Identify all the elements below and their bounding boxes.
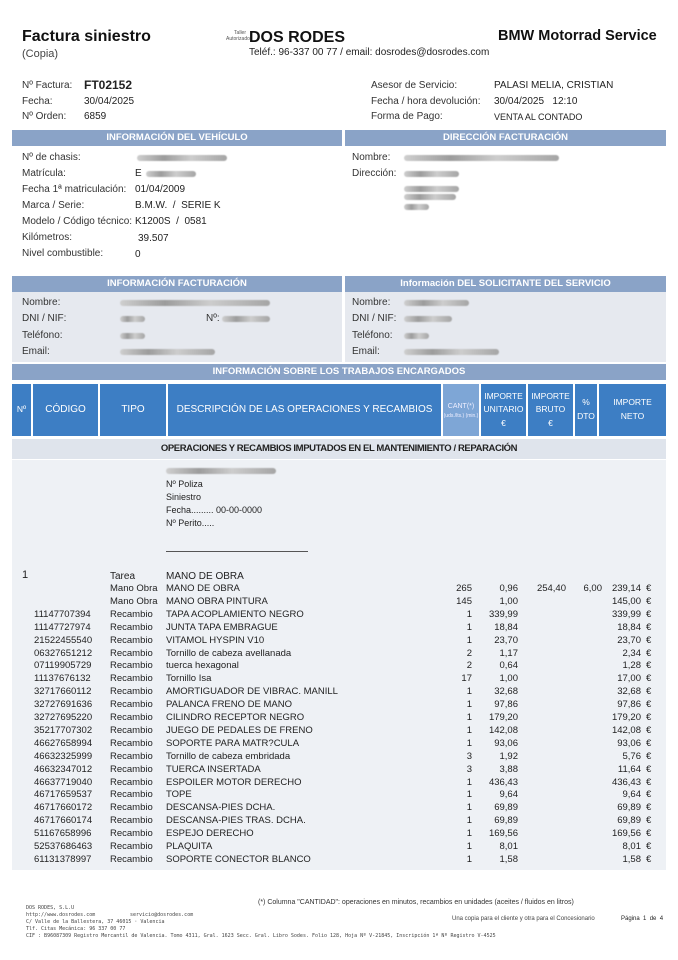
billing-info-dni-label: DNI / NIF: xyxy=(22,313,67,324)
billing-address-header: DIRECCIÓN FACTURACIÓN xyxy=(345,130,666,146)
item-currency: € xyxy=(646,750,652,762)
item-quantity: 1 xyxy=(466,815,472,827)
item-currency: € xyxy=(646,776,652,788)
billing-info-name-redacted xyxy=(120,300,270,306)
item-quantity: 1 xyxy=(466,712,472,723)
plate-prefix: E xyxy=(135,168,142,179)
item-description: Tornillo de cabeza avellanada xyxy=(166,647,292,659)
item-description: TAPA ACOPLAMIENTO NEGRO xyxy=(166,608,304,620)
billing-address-redacted-4 xyxy=(404,204,429,210)
policy-number: Nº Poliza xyxy=(166,479,203,489)
item-code: 46717660172 xyxy=(34,802,93,814)
table-row xyxy=(0,828,678,841)
item-code: 21522455540 xyxy=(34,634,93,646)
item-unit-price: 0,96 xyxy=(499,583,518,594)
item-quantity: 3 xyxy=(466,750,472,762)
item-unit-price: 8,01 xyxy=(499,841,518,852)
item-type: Mano Obra xyxy=(110,595,158,607)
item-description: Tornillo de cabeza embridada xyxy=(166,750,291,762)
item-quantity: 1 xyxy=(466,724,472,736)
col-gross-currency: € xyxy=(548,417,553,428)
requester-panel xyxy=(345,292,666,362)
item-description: TUERCA INSERTADA xyxy=(166,763,261,775)
table-row xyxy=(0,583,678,596)
item-net: 145,00 xyxy=(611,595,641,607)
item-type: Recambio xyxy=(110,634,153,646)
col-unit-currency: € xyxy=(501,417,506,428)
task-number: 1 xyxy=(22,569,29,581)
item-description: MANO OBRA PINTURA xyxy=(166,595,268,607)
item-unit-price: 436,43 xyxy=(488,776,518,788)
task-type: Tarea xyxy=(110,571,136,582)
model-label: Modelo / Código técnico: xyxy=(22,216,133,227)
item-description: ESPEJO DERECHO xyxy=(166,828,254,840)
item-description: ESPOILER MOTOR DERECHO xyxy=(166,776,302,788)
item-quantity: 1 xyxy=(466,686,472,698)
return-label: Fecha / hora devolución: xyxy=(371,96,481,107)
item-description: DESCANSA-PIES TRAS. DCHA. xyxy=(166,815,306,827)
item-net: 5,76 xyxy=(622,750,641,762)
col-gross-subtext: BRUTO xyxy=(535,404,566,415)
billing-info-email-redacted xyxy=(120,349,215,355)
policy-redacted xyxy=(166,468,276,474)
item-net: 93,06 xyxy=(617,737,641,749)
item-net: 69,89 xyxy=(617,802,641,814)
item-net: 142,08 xyxy=(611,724,641,736)
footer-service-email: servicio@dosrodes.com xyxy=(130,912,194,918)
item-type: Mano Obra xyxy=(110,583,158,594)
item-net: 1,28 xyxy=(622,660,641,672)
item-quantity: 1 xyxy=(466,621,472,633)
item-type: Recambio xyxy=(110,737,153,749)
item-code: 32727695220 xyxy=(34,712,93,723)
vehicle-brand: B.M.W. / SERIE K xyxy=(135,200,221,211)
item-code: 46637719040 xyxy=(34,776,93,788)
col-desc-text: DESCRIPCIÓN DE LAS OPERACIONES Y RECAMBIOS xyxy=(176,404,433,415)
item-description: MANO DE OBRA xyxy=(166,583,240,594)
item-type: Recambio xyxy=(110,776,153,788)
item-code: 46632325999 xyxy=(34,750,93,762)
order-label: Nº Orden: xyxy=(22,111,67,122)
advisor-name: PALASI MELIA, CRISTIAN xyxy=(494,80,614,91)
item-description: TOPE xyxy=(166,789,192,801)
item-type: Recambio xyxy=(110,660,153,672)
item-quantity: 1 xyxy=(466,776,472,788)
item-net: 239,14 xyxy=(611,583,641,594)
billing-name-label: Nombre: xyxy=(352,152,391,163)
item-unit-price: 18,84 xyxy=(494,621,518,633)
item-unit-price: 69,89 xyxy=(494,815,518,827)
col-disc-header xyxy=(575,384,597,436)
item-net: 9,64 xyxy=(622,789,641,801)
item-quantity: 1 xyxy=(466,853,472,865)
vehicle-model: K1200S / 0581 xyxy=(135,216,207,227)
item-quantity: 2 xyxy=(466,647,472,659)
item-unit-price: 23,70 xyxy=(494,634,518,646)
requester-dni-redacted xyxy=(404,316,452,322)
table-row xyxy=(0,738,678,751)
billing-address-label: Dirección: xyxy=(352,168,397,179)
item-unit-price: 179,20 xyxy=(488,712,518,723)
item-description: tuerca hexagonal xyxy=(166,660,239,672)
footer-page: Página 1 de 4 xyxy=(621,916,664,922)
item-code: 61131378997 xyxy=(34,853,92,865)
footer-company: DOS RODES, S.L.U xyxy=(26,905,75,911)
item-code: 11147707394 xyxy=(34,608,91,620)
item-currency: € xyxy=(646,763,652,775)
chassis-redacted xyxy=(137,155,227,161)
item-description: VITAMOL HYSPIN V10 xyxy=(166,634,265,646)
item-unit-price: 1,17 xyxy=(499,647,518,659)
item-type: Recambio xyxy=(110,608,153,620)
col-number-header xyxy=(12,384,31,436)
requester-name-label: Nombre: xyxy=(352,297,391,308)
item-currency: € xyxy=(646,828,652,840)
table-row xyxy=(0,609,678,622)
table-row xyxy=(0,789,678,802)
item-currency: € xyxy=(646,853,652,865)
item-discount: 6,00 xyxy=(583,583,602,594)
item-net: 169,56 xyxy=(611,828,641,840)
item-unit-price: 3,88 xyxy=(499,763,518,775)
requester-dni-label: DNI / NIF: xyxy=(352,313,397,324)
table-row xyxy=(0,764,678,777)
item-description: Tornillo Isa xyxy=(166,673,212,685)
item-description: JUEGO DE PEDALES DE FRENO xyxy=(166,724,313,736)
jobs-header: INFORMACIÓN SOBRE LOS TRABAJOS ENCARGADOS xyxy=(12,364,666,380)
col-net-text: IMPORTE xyxy=(613,397,652,408)
item-currency: € xyxy=(646,583,652,594)
invoice-number: FT02152 xyxy=(84,78,133,92)
item-quantity: 1 xyxy=(466,737,472,749)
plate-label: Matrícula: xyxy=(22,168,66,179)
item-description: JUNTA TAPA EMBRAGUE xyxy=(166,621,278,633)
col-type-text: TIPO xyxy=(121,404,145,415)
item-net: 18,84 xyxy=(617,621,641,633)
item-unit-price: 1,00 xyxy=(499,673,518,685)
item-code: 52537686463 xyxy=(34,841,93,852)
item-type: Recambio xyxy=(110,763,153,775)
table-row xyxy=(0,686,678,699)
table-row xyxy=(0,660,678,673)
item-currency: € xyxy=(646,841,652,852)
col-code-text: CÓDIGO xyxy=(45,404,86,415)
autorizado-text: Autorizado xyxy=(226,36,250,42)
item-type: Recambio xyxy=(110,802,153,814)
item-description: PLAQUITA xyxy=(166,841,213,852)
taller-text: Taller xyxy=(234,30,246,36)
requester-header: Información DEL SOLICITANTE DEL SERVICIO xyxy=(345,276,666,292)
item-currency: € xyxy=(646,608,652,620)
item-quantity: 1 xyxy=(466,828,472,840)
col-net-subtext: NETO xyxy=(620,411,645,421)
col-code-header xyxy=(33,384,98,436)
table-row xyxy=(0,802,678,815)
item-description: PALANCA FRENO DE MANO xyxy=(166,699,292,711)
chassis-label: Nº de chasis: xyxy=(22,152,81,163)
item-type: Recambio xyxy=(110,828,153,840)
item-description: SOPORTE CONECTOR BLANCO xyxy=(166,853,311,865)
invoice-label: Nº Factura: xyxy=(22,80,73,91)
item-code: 07119905729 xyxy=(34,660,92,672)
item-currency: € xyxy=(646,712,652,723)
policy-fecha: Fecha......... 00-00-0000 xyxy=(166,505,263,515)
item-type: Recambio xyxy=(110,815,153,827)
item-currency: € xyxy=(646,595,652,607)
advisor-label: Asesor de Servicio: xyxy=(371,80,458,91)
item-quantity: 3 xyxy=(466,763,472,775)
col-qty-subtext: (uds./lts.) (min.) xyxy=(443,412,479,419)
item-description: DESCANSA-PIES DCHA. xyxy=(166,802,276,814)
requester-email-label: Email: xyxy=(352,346,380,357)
item-unit-price: 0,64 xyxy=(499,660,518,672)
ops-title: OPERACIONES Y RECAMBIOS IMPUTADOS EN EL MANTENIMIENTO / REPARACIÓN xyxy=(12,439,666,459)
item-code: 46627658994 xyxy=(34,737,93,749)
document-title: Factura siniestro xyxy=(22,28,151,45)
footer-phone: Tlf. Citas Mecánica: 96 337 00 77 xyxy=(26,926,126,932)
vehicle-panel xyxy=(12,146,342,266)
billing-info-no-label: Nº: xyxy=(206,313,220,324)
item-quantity: 145 xyxy=(456,595,472,607)
item-currency: € xyxy=(646,737,652,749)
table-row xyxy=(0,699,678,712)
footer-legal: CIF : B96087309 Registro Mercantil de Valencia. Tomo 4311, Gral. 1623 Secc. Gral. Libro Sodes. Folio 128, Hoja Nº V-21845, Inscripción 1ª Nº Registro V-4525 xyxy=(26,933,496,939)
table-row xyxy=(0,777,678,790)
table-row xyxy=(0,635,678,648)
item-quantity: 1 xyxy=(466,789,472,801)
requester-name-redacted xyxy=(404,300,469,306)
task-title: MANO DE OBRA xyxy=(166,571,244,582)
item-quantity: 2 xyxy=(466,660,472,672)
item-code: 46632347012 xyxy=(34,763,93,775)
item-currency: € xyxy=(646,647,652,659)
item-gross: 254,40 xyxy=(536,583,566,594)
item-quantity: 1 xyxy=(466,802,472,814)
item-code: 32717660112 xyxy=(34,686,92,698)
first-reg-label: Fecha 1ª matriculación: xyxy=(22,184,127,195)
first-reg-date: 01/04/2009 xyxy=(135,184,186,195)
item-unit-price: 1,00 xyxy=(499,595,518,607)
vehicle-header: INFORMACIÓN DEL VEHÍCULO xyxy=(12,130,342,146)
item-code: 11147727974 xyxy=(34,621,91,633)
item-net: 23,70 xyxy=(617,634,641,646)
requester-email-redacted xyxy=(404,349,499,355)
payment-label: Forma de Pago: xyxy=(371,111,443,122)
item-quantity: 1 xyxy=(466,841,472,852)
table-row xyxy=(0,751,678,764)
item-currency: € xyxy=(646,724,652,736)
item-type: Recambio xyxy=(110,699,153,711)
item-net: 436,43 xyxy=(611,776,641,788)
billing-address-redacted-2 xyxy=(404,186,459,192)
item-currency: € xyxy=(646,621,652,633)
item-type: Recambio xyxy=(110,621,153,633)
fuel-level: 0 xyxy=(135,249,141,260)
item-unit-price: 1,58 xyxy=(499,853,518,865)
item-net: 69,89 xyxy=(617,815,641,827)
item-description: AMORTIGUADOR DE VIBRAC. MANILL xyxy=(166,686,338,698)
company-contact: Teléf.: 96-337 00 77 / email: dosrodes@dosrodes.com xyxy=(249,47,490,58)
footer-copy-note: Una copia para el cliente y otra para el Concesionario xyxy=(452,916,595,922)
item-code: 46717659537 xyxy=(34,789,93,801)
item-currency: € xyxy=(646,815,652,827)
item-currency: € xyxy=(646,660,652,672)
km-label: Kilómetros: xyxy=(22,232,73,243)
table-row xyxy=(0,712,678,725)
col-disc-text: % xyxy=(582,397,590,408)
item-code: 11137676132 xyxy=(34,673,91,685)
item-unit-price: 1,92 xyxy=(499,750,518,762)
payment-method: VENTA AL CONTADO xyxy=(494,112,583,122)
brand-name: BMW Motorrad Service xyxy=(498,28,657,44)
item-unit-price: 9,64 xyxy=(499,789,518,801)
item-code: 32727691636 xyxy=(34,699,93,711)
item-description: CILINDRO RECEPTOR NEGRO xyxy=(166,712,305,723)
billing-name-redacted xyxy=(404,155,559,161)
item-quantity: 265 xyxy=(456,583,472,594)
billing-address-redacted-1 xyxy=(404,171,459,177)
col-desc-header xyxy=(168,384,441,436)
date-label: Fecha: xyxy=(22,96,53,107)
policy-siniestro: Siniestro xyxy=(166,492,202,502)
item-unit-price: 339,99 xyxy=(488,608,518,620)
item-net: 2,34 xyxy=(622,647,641,659)
table-row xyxy=(0,648,678,661)
item-code: 06327651212 xyxy=(34,647,93,659)
item-currency: € xyxy=(646,673,652,685)
item-quantity: 1 xyxy=(466,699,472,711)
col-unit-header xyxy=(481,384,526,436)
item-net: 1,58 xyxy=(622,853,641,865)
billing-info-phone-redacted xyxy=(120,333,145,339)
billing-info-header: INFORMACIÓN FACTURACIÓN xyxy=(12,276,342,292)
billing-info-no-redacted xyxy=(222,316,270,322)
table-row xyxy=(0,622,678,635)
item-unit-price: 69,89 xyxy=(494,802,518,814)
order-number: 6859 xyxy=(84,111,107,122)
requester-phone-redacted xyxy=(404,333,429,339)
item-currency: € xyxy=(646,699,652,711)
item-code: 35217707302 xyxy=(34,724,93,736)
item-type: Recambio xyxy=(110,647,153,659)
item-quantity: 1 xyxy=(466,608,472,620)
item-net: 97,86 xyxy=(617,699,641,711)
item-code: 51167658996 xyxy=(34,828,92,840)
invoice-date: 30/04/2025 xyxy=(84,96,135,107)
item-unit-price: 97,86 xyxy=(494,699,518,711)
billing-info-dni-redacted xyxy=(120,316,145,322)
requester-phone-label: Teléfono: xyxy=(352,330,393,341)
plate-redacted xyxy=(146,171,196,177)
item-type: Recambio xyxy=(110,789,153,801)
col-number-text: Nº xyxy=(16,404,27,415)
footer-note: (*) Columna "CANTIDAD": operaciones en minutos, recambios en unidades (aceites / fluidos en litros) xyxy=(258,899,574,906)
item-currency: € xyxy=(646,634,652,646)
item-type: Recambio xyxy=(110,673,153,685)
col-unit-subtext: UNITARIO xyxy=(483,404,524,415)
return-datetime: 30/04/2025 12:10 xyxy=(494,96,578,107)
item-currency: € xyxy=(646,802,652,814)
col-gross-text: IMPORTE xyxy=(531,390,570,401)
item-net: 17,00 xyxy=(617,673,641,685)
table-row xyxy=(0,725,678,738)
table-row xyxy=(0,854,678,867)
billing-address-redacted-3 xyxy=(404,194,456,200)
item-unit-price: 169,56 xyxy=(488,828,518,840)
item-net: 179,20 xyxy=(611,712,641,723)
col-qty-text: CANT(*) xyxy=(447,403,475,411)
footer-street: C/ Valle de la Ballestera, 37 46015 · Valencia xyxy=(26,919,165,925)
billing-info-phone-label: Teléfono: xyxy=(22,330,63,341)
table-row xyxy=(0,596,678,609)
item-unit-price: 93,06 xyxy=(494,737,518,749)
company-name: DOS RODES xyxy=(249,29,346,46)
table-row xyxy=(0,815,678,828)
item-type: Recambio xyxy=(110,686,153,698)
item-type: Recambio xyxy=(110,712,153,723)
item-net: 11,64 xyxy=(617,763,641,775)
item-net: 32,68 xyxy=(617,686,641,698)
item-type: Recambio xyxy=(110,750,153,762)
item-quantity: 17 xyxy=(461,673,472,685)
item-net: 339,99 xyxy=(611,608,641,620)
col-type-header xyxy=(100,384,166,436)
item-type: Recambio xyxy=(110,841,153,852)
policy-perito: Nº Perito..... xyxy=(166,518,215,528)
item-unit-price: 142,08 xyxy=(488,724,518,736)
item-currency: € xyxy=(646,789,652,801)
item-type: Recambio xyxy=(110,853,153,865)
item-type: Recambio xyxy=(110,724,153,736)
col-disc-subtext: DTO xyxy=(577,411,595,421)
signature-line xyxy=(166,551,308,552)
brand-label: Marca / Serie: xyxy=(22,200,85,211)
item-currency: € xyxy=(646,686,652,698)
item-quantity: 1 xyxy=(466,634,472,646)
table-row xyxy=(0,673,678,686)
item-unit-price: 32,68 xyxy=(494,686,518,698)
copy-label: (Copia) xyxy=(22,48,59,60)
taller-label xyxy=(226,30,250,42)
item-code: 46717660174 xyxy=(34,815,93,827)
col-unit-text: IMPORTE xyxy=(484,390,523,401)
col-qty-header xyxy=(443,384,479,436)
col-net-header xyxy=(599,384,666,436)
billing-info-email-label: Email: xyxy=(22,346,50,357)
billing-info-name-label: Nombre: xyxy=(22,297,61,308)
fuel-label: Nivel combustible: xyxy=(22,248,104,259)
vehicle-km: 39.507 xyxy=(138,233,169,244)
item-net: 8,01 xyxy=(622,841,641,852)
footer-web: http://www.dosrodes.com xyxy=(26,912,96,918)
item-description: SOPORTE PARA MATR?CULA xyxy=(166,737,300,749)
table-row xyxy=(0,841,678,854)
col-gross-header xyxy=(528,384,573,436)
